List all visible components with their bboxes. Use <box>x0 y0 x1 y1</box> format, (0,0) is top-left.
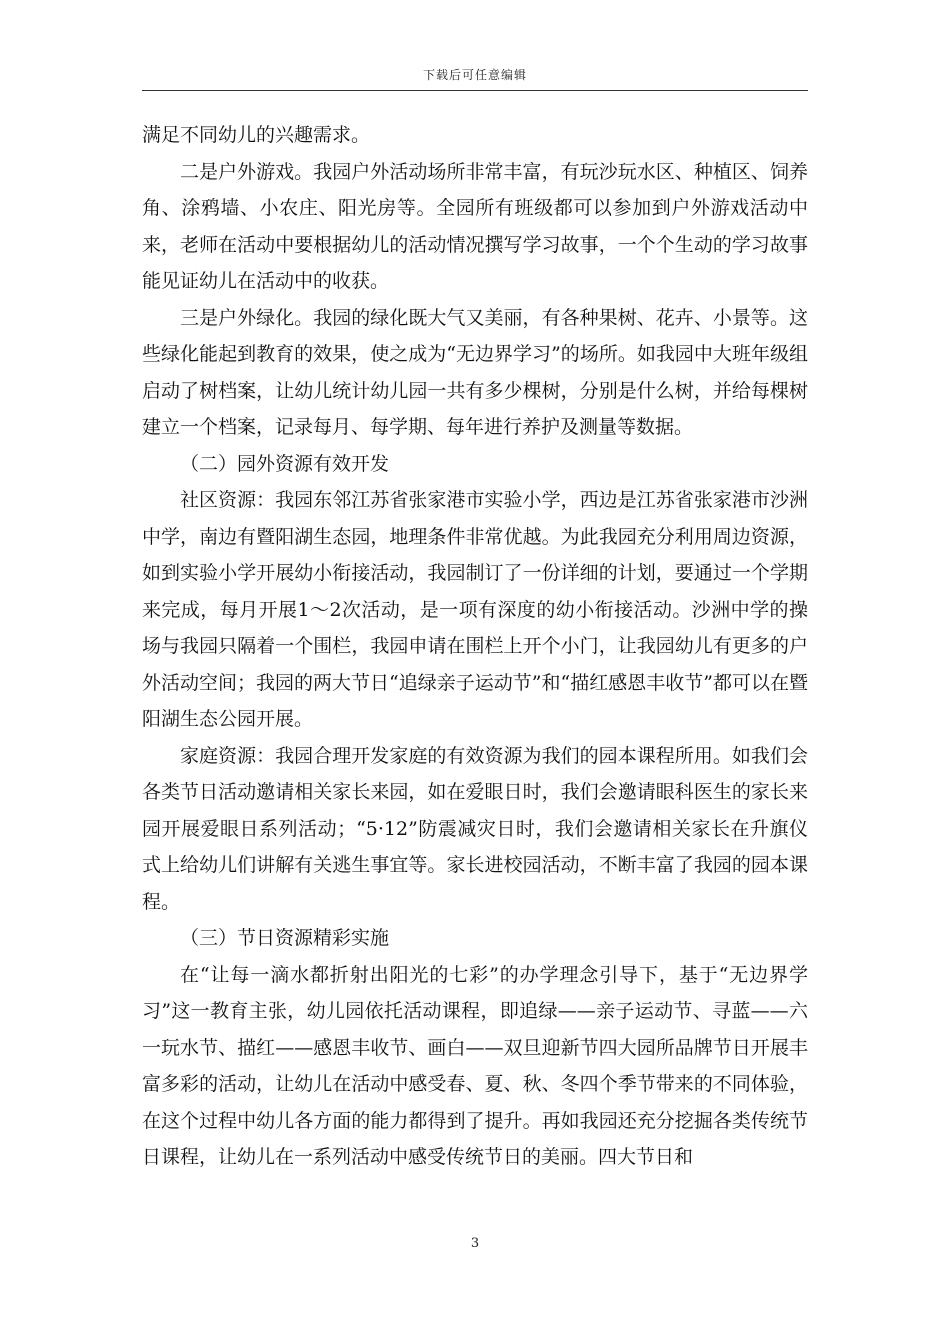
paragraph-festival-resources: 在“让每一滴水都折射出阳光的七彩”的办学理念引导下，基于“无边界学习”这一教育主张，幼儿园依托活动课程，即追绿——亲子运动节、寻蓝——六一玩水节、描红——感恩丰收节、画白——双旦迎新节四大园所品牌节日开展丰富多彩的活动，让幼儿在活动中感受春、夏、秋、冬四个季节带来的不同体验，在这个过程中幼儿各方面的能力都得到了提升。再如我园还充分挖掘各类传统节日课程，让幼儿在一系列活动中感受传统节日的美丽。四大节日和 <box>142 963 808 1168</box>
header-rule <box>142 90 808 91</box>
section-heading-2: （二）园外资源有效开发 <box>180 452 390 475</box>
document-body <box>142 117 808 1176</box>
paragraph-family-resources: 家庭资源：我园合理开发家庭的有效资源为我们的园本课程所用。如我们会各类节日活动邀请相关家长来园，如在爱眼日时，我们会邀请眼科医生的家长来园开展爱眼日系列活动；“5·12”防震减灾日时，我们会邀请相关家长在升旗仪式上给幼儿们讲解有关逃生事宜等。家长进校园活动，不断丰富了我园的园本课程。 <box>142 744 808 913</box>
page-number: 3 <box>470 1236 480 1251</box>
section-heading-3: （三）节日资源精彩实施 <box>180 927 390 949</box>
paragraph-community-resources: 社区资源：我园东邻江苏省张家港市实验小学，西边是江苏省张家港市沙洲中学，南边有暨阳湖生态园，地理条件非常优越。为此我园充分利用周边资源，如到实验小学开展幼小衔接活动，我园制订了一份详细的计划，要通过一个学期来完成，每月开展1～2次活动，是一项有深度的幼小衔接活动。沙洲中学的操场与我园只隔着一个围栏，我园申请在围栏上开个小门，让我园幼儿有更多的户外活动空间；我园的两大节日“追绿亲子运动节”和“描红感恩丰收节”都可以在暨阳湖生态公园开展。 <box>142 489 808 730</box>
paragraph-3: 三是户外绿化。我园的绿化既大气又美丽，有各种果树、花卉、小景等。这些绿化能起到教育的效果，使之成为“无边界学习”的场所。如我园中大班年级组启动了树档案，让幼儿统计幼儿园一共有多少棵树，分别是什么树，并给每棵树建立一个档案，记录每月、每学期、每年进行养护及测量等数据。 <box>142 306 808 438</box>
page-header: 下载后可任意编辑 <box>422 68 527 82</box>
paragraph-2: 二是户外游戏。我园户外活动场所非常丰富，有玩沙玩水区、种植区、饲养角、涂鸦墙、小农庄、阳光房等。全园所有班级都可以参加到户外游戏活动中来，老师在活动中要根据幼儿的活动情况撰写学习故事，一个个生动的学习故事能见证幼儿在活动中的收获。 <box>142 160 808 292</box>
paragraph-1: 满足不同幼儿的兴趣需求。 <box>142 124 371 146</box>
